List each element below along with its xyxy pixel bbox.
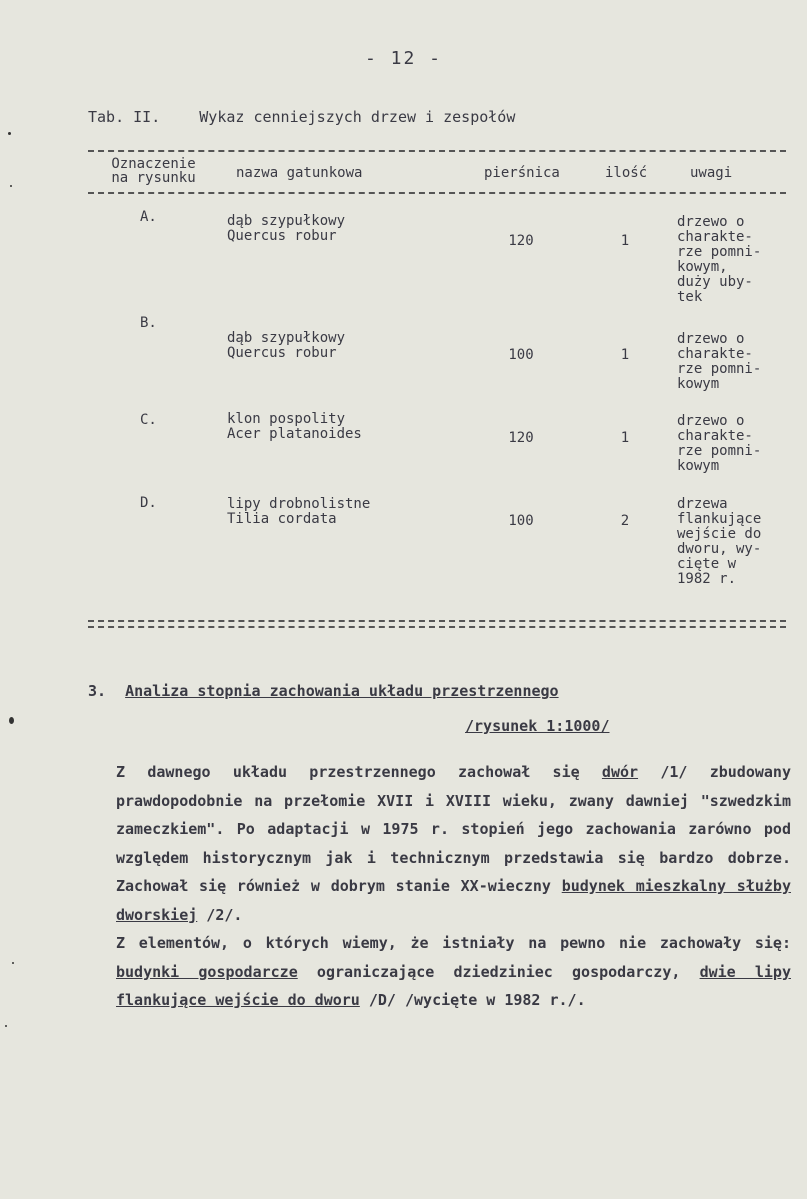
paragraph-2 [116, 929, 791, 1015]
row-a-count: 1 [620, 233, 630, 249]
p1-text-3: /2/. [197, 905, 243, 924]
row-b-notes: drzewo o charakte- rze pomni- kowym [677, 331, 762, 392]
row-b-girth: 100 [508, 347, 534, 363]
row-d-mark: D. [140, 495, 157, 511]
table-bottom-rule-1 [88, 620, 786, 622]
row-d-notes: drzewa flankujące wejście do dworu, wy- cięte w 1982 r. [677, 496, 762, 587]
row-d-name: lipy drobnolistne Tilia cordata [227, 496, 371, 527]
p1-text-1: Z dawnego układu przestrzennego zachował się [116, 763, 602, 781]
row-a-mark: A. [140, 209, 157, 225]
row-b-name: dąb szypułkowy Quercus robur [227, 330, 346, 361]
header-notes: uwagi [690, 165, 733, 181]
body-text [116, 758, 791, 1015]
table-top-rule [88, 150, 786, 152]
header-name: nazwa gatunkowa [236, 165, 363, 181]
paragraph-1 [116, 758, 791, 929]
row-c-girth: 120 [508, 430, 534, 446]
table-caption [88, 108, 515, 126]
header-count: ilość [605, 165, 648, 181]
table-bottom-rule-2 [88, 626, 786, 628]
row-c-name: klon pospolity Acer platanoides [227, 411, 362, 442]
header-mark: Oznaczenie na rysunku [111, 156, 196, 186]
row-d-girth: 100 [508, 513, 534, 529]
p2-text-1: Z elementów, o których wiemy, że istniały na pewno nie zachowały się: [116, 934, 791, 952]
p2-underlined-2: dwie lipy flankujące wejście do dworu [116, 962, 791, 1009]
row-a-girth: 120 [508, 233, 534, 249]
section-heading [88, 682, 559, 700]
row-c-notes: drzewo o charakte- rze pomni- kowym [677, 413, 762, 474]
p2-underlined-1: budynki gospodarcze [116, 962, 298, 981]
scan-speck [12, 962, 14, 964]
scan-speck [9, 717, 14, 724]
row-c-count: 1 [620, 430, 630, 446]
page-number: - 12 - [364, 48, 443, 69]
scan-speck [10, 185, 12, 187]
table-header-rule [88, 192, 786, 194]
p2-text-2: ograniczające dziedziniec gospodarczy, [297, 962, 700, 981]
row-d-count: 2 [620, 513, 630, 529]
row-b-count: 1 [620, 347, 630, 363]
p2-text-3: /D/ /wycięte w 1982 r./. [359, 991, 586, 1009]
p1-text-2: /1/ zbudowany prawdopodobnie na przełomie XVII i XVIII wieku, zwany dawniej "szwedzkim zameczkiem". Po adaptacji w 1975 r. stopień jego zachowania zarówno pod względem historycznym jak i technicznym przedstawia się bardzo dobrze. Zachował się również w dobrym stanie XX-wieczny [116, 763, 791, 895]
row-b-mark: B. [140, 315, 157, 331]
section-reference: /rysunek 1:1000/ [465, 717, 610, 735]
row-a-name: dąb szypułkowy Quercus robur [227, 213, 346, 244]
section-title: Analiza stopnia zachowania układu przestrzennego [125, 682, 559, 700]
scan-speck [5, 1025, 7, 1027]
p1-underlined-1: dwór [601, 763, 639, 781]
section-number: 3. [88, 682, 107, 700]
row-a-notes: drzewo o charakte- rze pomni- kowym, duży uby- tek [677, 214, 762, 305]
table-caption-label: Tab. II. [88, 108, 161, 126]
header-girth: pierśnica [484, 165, 560, 181]
row-c-mark: C. [140, 412, 157, 428]
table-caption-title: Wykaz cenniejszych drzew i zespołów [199, 108, 516, 126]
scan-speck [8, 132, 11, 135]
p1-underlined-2: budynek mieszkalny służby dworskiej [116, 877, 791, 924]
